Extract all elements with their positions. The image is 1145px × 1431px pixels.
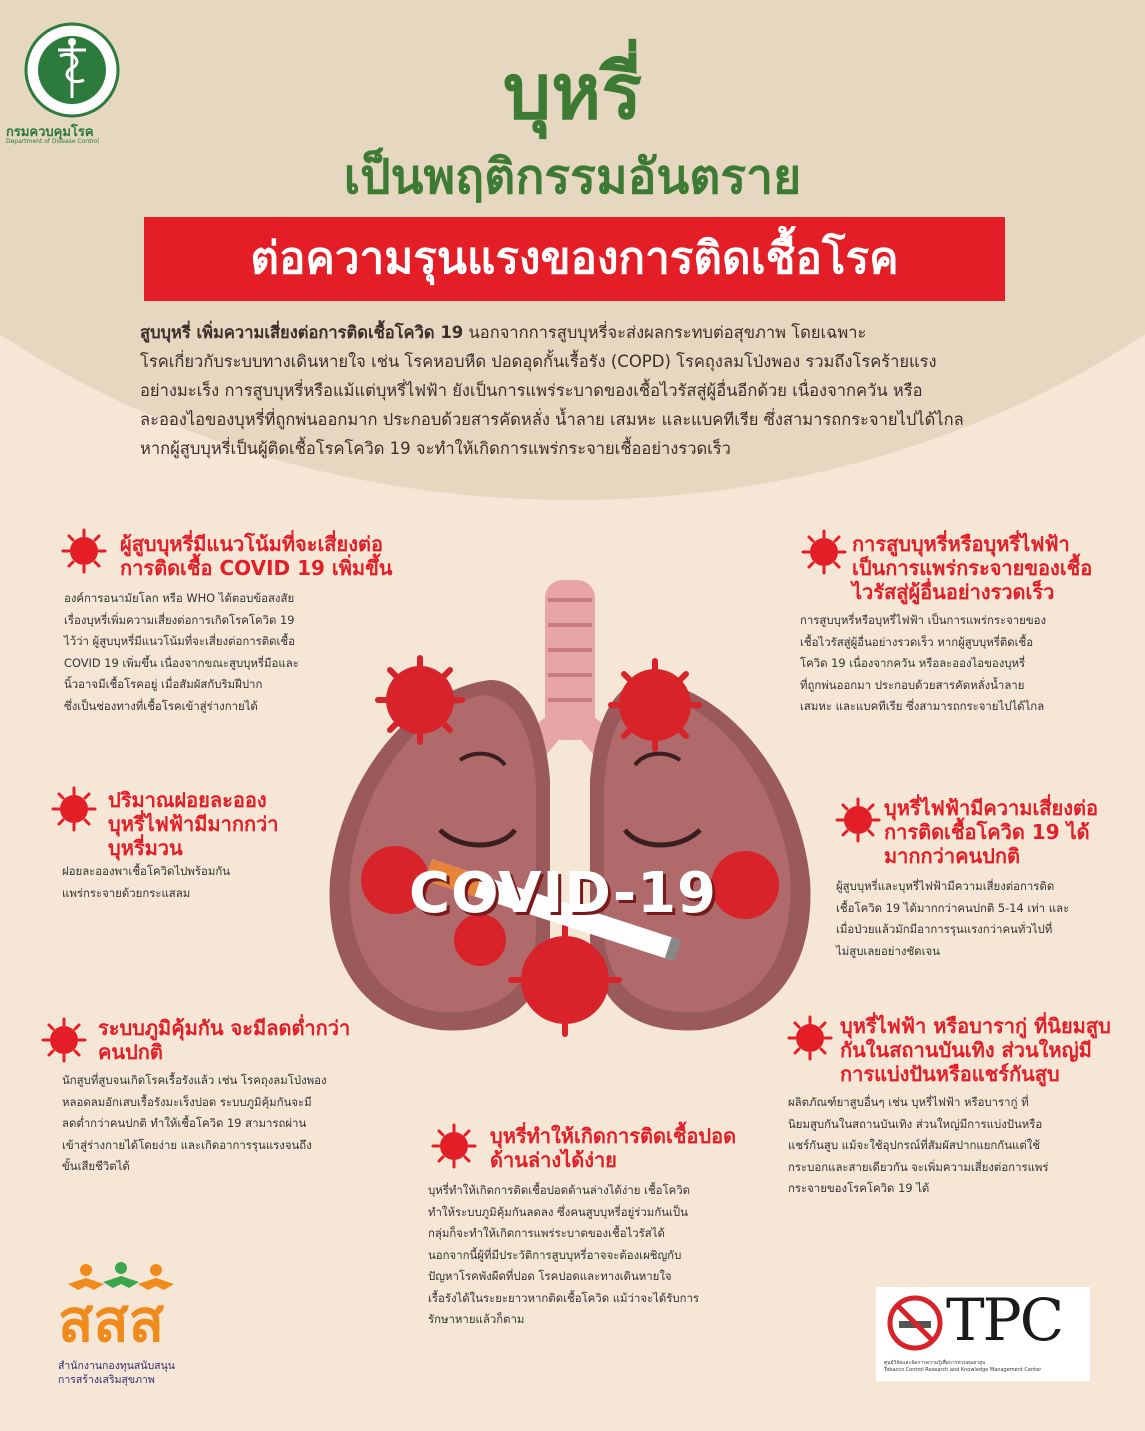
section-heading-2 xyxy=(108,788,308,860)
body-line: นิยมสูบกันในสถานบันเทิง ส่วนใหญ่มีการแบ่งปันหรือ xyxy=(788,1116,1043,1131)
intro-line-1 xyxy=(140,318,1006,347)
body-line: กระบอกและสายเดียวกัน จะเพิ่มความเสี่ยงต่อการแพร่ xyxy=(788,1159,1049,1174)
title-banner xyxy=(144,217,1005,301)
tpc-sub-2: Tobacco Control Research and Knowledge Management Center xyxy=(884,1367,1042,1373)
body-line: COVID 19 เพิ่มขึ้น เนื่องจากขณะสูบบุหรี่มือและ xyxy=(64,655,299,670)
title-main: บุหรี่ xyxy=(502,47,643,136)
section-heading-7 xyxy=(840,1014,1120,1086)
body-line: องค์การอนามัยโลก หรือ WHO ได้ตอบข้อสงสัย xyxy=(64,591,295,605)
heading-line: การแบ่งปันหรือแชร์กันสูบ xyxy=(840,1062,1060,1086)
intro-line-4: ละอองไอของบุหรี่ที่ถูกพ่นออกมาก ประกอบด้วยสารคัดหลั่ง น้ำลาย เสมหะ และแบคทีเรีย ซึ่งสามารถกระจายไปได้ไกล xyxy=(140,410,964,429)
thaihealth-sub-2: การสร้างเสริมสุขภาพ xyxy=(58,1374,155,1386)
heading-line: เป็นการแพร่กระจายของเชื้อ xyxy=(852,556,1093,580)
body-line: นอกจากนี้ผู้ที่มีประวัติการสูบบุหรี่อาจจะต้องเผชิญกับ xyxy=(428,1247,682,1262)
covid-label: COVID-19 xyxy=(408,861,718,926)
section-body-2 xyxy=(62,861,312,904)
body-line: ไว้ว่า ผู้สูบบุหรี่มีแนวโน้มที่จะเสี่ยงต่อการติดเชื้อ xyxy=(64,634,295,648)
virus-icon xyxy=(430,1122,478,1170)
body-line: เรื่องบุหรี่เพิ่มความเสี่ยงต่อการเกิดโรคโควิด 19 xyxy=(64,612,295,627)
virus-icon xyxy=(40,1016,88,1064)
body-line: ปัญหาโรคพังผืดที่ปอด โรคปอดและทางเดินหายใจ xyxy=(428,1269,672,1283)
intro-lead: สูบบุหรี่ เพิ่มความเสี่ยงต่อการติดเชื้อโควิด 19 xyxy=(140,323,464,342)
heading-line: ด้านล่างได้ง่าย xyxy=(490,1148,617,1172)
heading-line: การติดเชื้อ COVID 19 เพิ่มขึ้น xyxy=(120,556,393,580)
heading-line: ปริมาณฝอยละออง xyxy=(108,788,267,812)
section-heading-1 xyxy=(120,532,410,580)
heading-line: บุหรี่มวน xyxy=(108,836,183,860)
intro-line-1-rest: นอกจากการสูบบุหรี่จะส่งผลกระทบต่อสุขภาพ โดยเฉพาะ xyxy=(463,323,867,342)
title-sub: เป็นพฤติกรรมอันตราย xyxy=(343,149,802,205)
body-line: หลอดลมอักเสบเรื้อรังมะเร็งปอด ระบบภูมิคุ้มกันจะมี xyxy=(62,1094,312,1109)
body-line: ผลิตภัณฑ์ยาสูบอื่นๆ เช่น บุหรี่ไฟฟ้า หรือบารากู่ ที่ xyxy=(788,1095,1029,1109)
body-line: กระจายของโรคโควิด 19 ได้ xyxy=(788,1181,930,1195)
body-line: รักษาหายแล้วก็ตาม xyxy=(428,1312,525,1326)
thaihealth-name: สสส xyxy=(58,1287,165,1355)
heading-line: ไวรัสสู่ผู้อื่นอย่างรวดเร็ว xyxy=(852,580,1055,604)
section-body-4 xyxy=(428,1180,758,1331)
section-body-1 xyxy=(64,588,384,717)
heading-line: บุหรี่ทำให้เกิดการติดเชื้อปอด xyxy=(490,1124,737,1148)
body-line: ทำให้ระบบภูมิคุ้มกันลดลง ซึ่งคนสูบบุหรี่อยู่ร่วมกันเป็น xyxy=(428,1204,688,1219)
intro-line-2: โรคเกี่ยวกับระบบทางเดินหายใจ เช่น โรคหอบหืด ปอดอุดกั้นเรื้อรัง (COPD) โรคถุงลมโป่งพอง รวมถึงโรคร้ายแรง xyxy=(140,352,937,371)
body-line: บุหรี่ทำให้เกิดการติดเชื้อปอดด้านล่างได้ง่าย เชื้อโควิด xyxy=(428,1183,691,1197)
heading-line: การสูบบุหรี่หรือบุหรี่ไฟฟ้า xyxy=(852,532,1070,556)
section-heading-5 xyxy=(852,532,1112,604)
tpc-name: TPC xyxy=(946,1286,1063,1354)
section-heading-3 xyxy=(98,1016,378,1064)
body-line: กลุ่มก็จะทำให้เกิดการแพร่ระบาดของเชื้อไวรัสได้ xyxy=(428,1226,665,1240)
body-line: เมื่อป่วยแล้วมักมีอาการรุนแรงกว่าคนทั่วไปที่ xyxy=(836,922,1053,936)
body-line: ฝอยละอองพาเชื้อโควิดไปพร้อมกัน xyxy=(62,864,231,878)
virus-icon xyxy=(786,1014,834,1062)
heading-line: บุหรี่ไฟฟ้ามีความเสี่ยงต่อ xyxy=(884,796,1098,820)
moph-name: กรมควบคุมโรค xyxy=(6,125,94,140)
virus-icon xyxy=(834,796,882,844)
moph-sub: Department of Disease Control xyxy=(6,138,100,145)
heading-line: ระบบภูมิคุ้มกัน จะมีลดต่ำกว่า xyxy=(98,1016,351,1040)
body-line: ผู้สูบบุหรี่และบุหรี่ไฟฟ้ามีความเสี่ยงต่อการติด xyxy=(836,879,1055,893)
body-line: ที่ถูกพ่นออกมา ประกอบด้วยสารคัดหลั่งน้ำลาย xyxy=(800,677,1025,692)
body-line: การสูบบุหรี่หรือบุหรี่ไฟฟ้า เป็นการแพร่กระจายของ xyxy=(800,613,1047,627)
intro-paragraph xyxy=(140,318,1006,463)
body-line: ลดต่ำกว่าคนปกติ ทำให้เชื้อโควิด 19 สามารถผ่าน xyxy=(62,1116,307,1130)
body-line: เสมหะ และแบคทีเรีย ซึ่งสามารถกระจายไปได้ไกล xyxy=(800,699,1045,713)
heading-line: คนปกติ xyxy=(98,1040,163,1064)
body-line: เชื้อโควิด 19 ได้มากกว่าคนปกติ 5-14 เท่า และ xyxy=(836,900,1070,915)
virus-icon xyxy=(60,527,108,575)
body-line: ไม่สูบเลยอย่างชัดเจน xyxy=(836,943,940,958)
body-line: แชร์กันสูบ แม้จะใช้อุปกรณ์ที่สัมผัสปากแยกกันแต่ใช้ xyxy=(788,1138,1041,1152)
body-line: นักสูบที่สูบจนเกิดโรคเรื้อรังแล้ว เช่น โรคถุงลมโป่งพอง xyxy=(62,1073,327,1087)
heading-line: ผู้สูบบุหรี่มีแนวโน้มที่จะเสี่ยงต่อ xyxy=(120,532,383,556)
virus-icon xyxy=(800,528,848,576)
section-body-3 xyxy=(62,1070,362,1178)
title-banner-text: ต่อความรุนแรงของการติดเชื้อโรค xyxy=(250,233,899,284)
body-line: เข้าสู่ร่างกายได้โดยง่าย และเกิดอาการรุนแรงจนถึง xyxy=(62,1137,312,1152)
body-line: เรื้อรังได้ในระยะยาวหากติดเชื้อโควิด แม้ว่าจะได้รับการ xyxy=(428,1290,700,1305)
heading-line: กันในสถานบันเทิง ส่วนใหญ่มี xyxy=(840,1038,1092,1062)
intro-line-5: หากผู้สูบบุหรี่เป็นผู้ติดเชื้อโรคโควิด 19 จะทำให้เกิดการแพร่กระจายเชื้ออย่างรวดเร็ว xyxy=(140,439,731,458)
section-body-5 xyxy=(800,610,1120,718)
section-body-6 xyxy=(836,876,1136,962)
body-line: นิ้วอาจมีเชื้อโรคอยู่ เมื่อสัมผัสกับริมฝีปาก xyxy=(64,677,263,691)
heading-line: บุหรี่ไฟฟ้า หรือบารากู่ ที่นิยมสูบ xyxy=(840,1014,1111,1038)
body-line: ซึ่งเป็นช่องทางที่เชื้อโรคเข้าสู่ร่างกายได้ xyxy=(64,698,258,713)
heading-line: การติดเชื้อโควิด 19 ได้ xyxy=(884,820,1090,844)
body-line: เชื้อไวรัสสู่ผู้อื่นอย่างรวดเร็ว หากผู้สูบบุหรี่ติดเชื้อ xyxy=(800,634,1034,649)
section-heading-6 xyxy=(884,796,1124,868)
section-heading-4 xyxy=(490,1124,770,1172)
heading-line: บุหรี่ไฟฟ้ามีมากกว่า xyxy=(108,812,279,836)
thaihealth-sub-1: สำนักงานกองทุนสนับสนุน xyxy=(58,1360,175,1372)
body-line: ขั้นเสียชีวิตได้ xyxy=(62,1159,130,1173)
virus-icon xyxy=(50,785,98,833)
body-line: แพร่กระจายด้วยกระแสลม xyxy=(62,885,191,900)
body-line: โควิด 19 เนื่องจากควัน หรือละอองไอของบุหรี่ xyxy=(800,656,1026,670)
tpc-sub-1: ศูนย์วิจัยและจัดการความรู้เพื่อการควบคุมยาสูบ xyxy=(884,1360,986,1366)
heading-line: มากกว่าคนปกติ xyxy=(884,844,1020,868)
intro-line-3: อย่างมะเร็ง การสูบบุหรี่หรือแม้แต่บุหรี่ไฟฟ้า ยังเป็นการแพร่ระบาดของเชื้อไวรัสสู่ผู้อื่นอีกด้วย เนื่องจากควัน หรือ xyxy=(140,381,923,400)
section-body-7 xyxy=(788,1092,1123,1200)
no-smoking-icon xyxy=(886,1294,944,1352)
